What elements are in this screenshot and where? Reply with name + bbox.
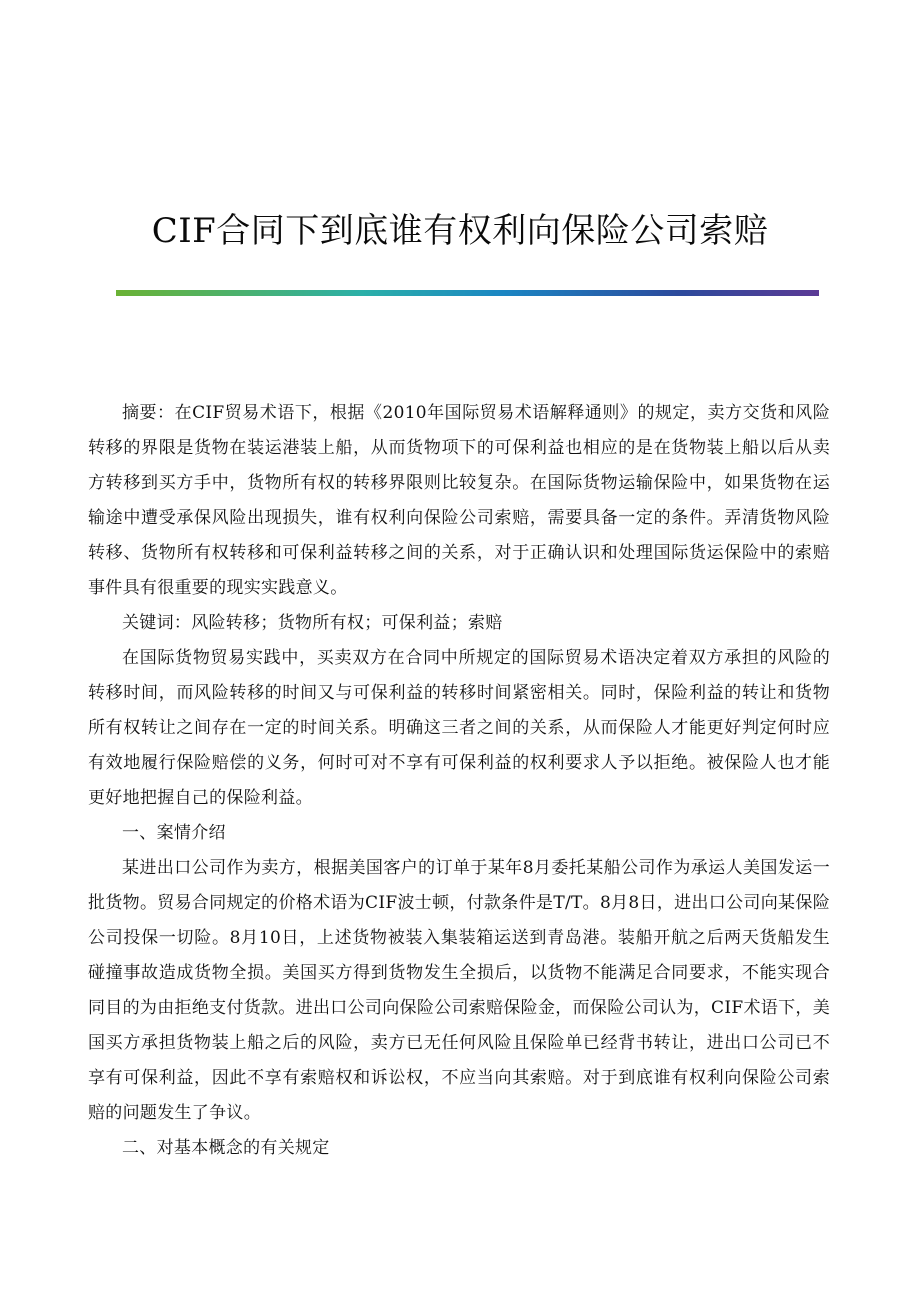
keywords-paragraph: 关键词：风险转移；货物所有权；可保利益；索赔	[122, 613, 503, 633]
abstract-paragraph: 摘要：在CIF贸易术语下，根据《2010年国际贸易术语解释通则》的规定，卖方交货和风险转移的界限是货物在装运港装上船，从而货物项下的可保利益也相应的是在货物装上船以后从卖方转移到买方手中，货物所有权的转移界限则比较复杂。在国际货物运输保险中，如果货物在运输途中遭受承保风险出现损失，谁有权利向保险公司索赔，需要具备一定的条件。弄清货物风险转移、货物所有权转移和可保利益转移之间的关系，对于正确认识和处理国际货运保险中的索赔事件具有很重要的现实实践意义。	[88, 403, 830, 598]
intro-paragraph: 在国际货物贸易实践中，买卖双方在合同中所规定的国际贸易术语决定着双方承担的风险的转移时间，而风险转移的时间又与可保利益的转移时间紧密相关。同时，保险利益的转让和货物所有权转让之间存在一定的时间关系。明确这三者之间的关系，从而保险人才能更好判定何时应有效地履行保险赔偿的义务，何时可对不享有可保利益的权利要求人予以拒绝。被保险人也才能更好地把握自己的保险利益。	[88, 648, 830, 808]
section-heading-case: 一、案情介绍	[122, 823, 226, 843]
section-heading-concepts: 二、对基本概念的有关规定	[122, 1138, 330, 1158]
title-divider	[116, 290, 819, 296]
document-body	[88, 396, 830, 1166]
case-paragraph: 某进出口公司作为卖方，根据美国客户的订单于某年8月委托某船公司作为承运人美国发运一批货物。贸易合同规定的价格术语为CIF波士顿，付款条件是T/T。8月8日，进出口公司向某保险公司投保一切险。8月10日，上述货物被装入集装箱运送到青岛港。装船开航之后两天货船发生碰撞事故造成货物全损。美国买方得到货物发生全损后，以货物不能满足合同要求，不能实现合同目的为由拒绝支付货款。进出口公司向保险公司索赔保险金，而保险公司认为，CIF术语下，美国买方承担货物装上船之后的风险，卖方已无任何风险且保险单已经背书转让，进出口公司已不享有可保利益，因此不享有索赔权和诉讼权，不应当向其索赔。对于到底谁有权利向保险公司索赔的问题发生了争议。	[88, 858, 830, 1123]
page-title: CIF合同下到底谁有权利向保险公司索赔	[151, 210, 769, 251]
